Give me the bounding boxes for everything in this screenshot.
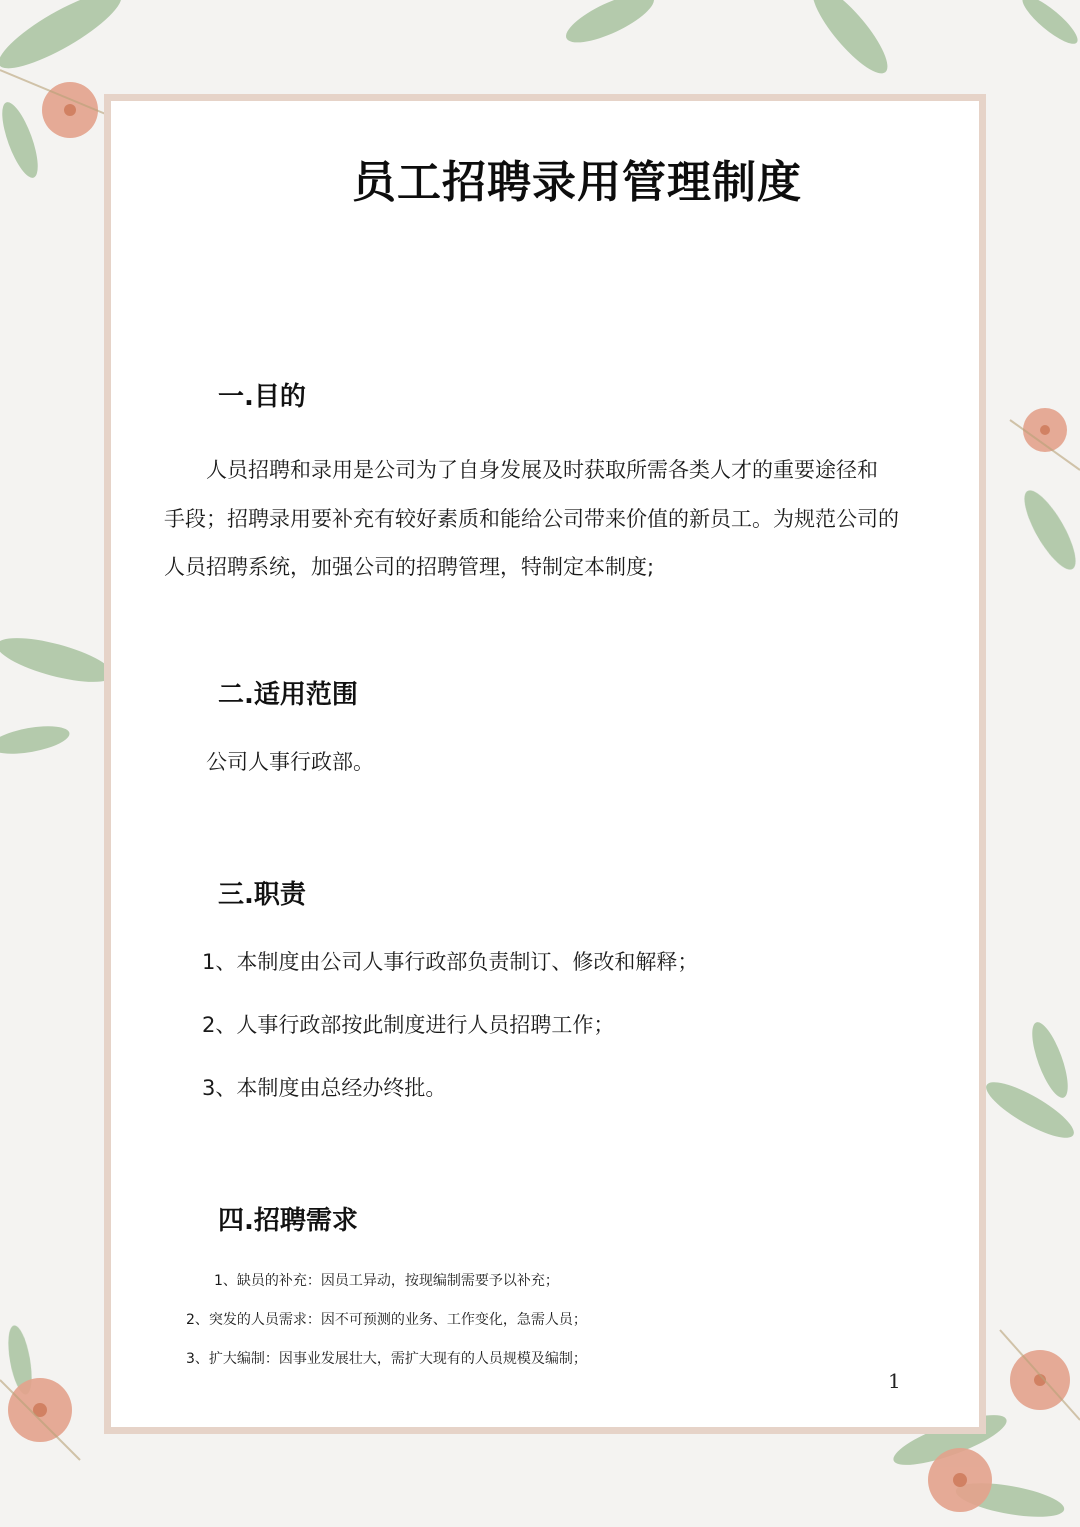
scope-text: 公司人事行政部。 [206,750,374,774]
section-heading-purpose: 一.目的 [218,382,306,412]
purpose-paragraph [164,446,926,592]
list-item: 2、人事行政部按此制度进行人员招聘工作； [202,1013,615,1037]
list-item: 1、本制度由公司人事行政部负责制订、修改和解释； [202,950,699,974]
paragraph-line: 手段；招聘录用要补充有较好素质和能给公司带来价值的新员工。为规范公司的 [164,506,899,531]
paragraph-line: 人员招聘和录用是公司为了自身发展及时获取所需各类人才的重要途径和 [206,458,878,482]
list-item: 2、突发的人员需求：因不可预测的业务、工作变化，急需人员； [186,1312,587,1328]
section-heading-scope: 二.适用范围 [218,680,358,710]
page-number: 1 [888,1369,901,1393]
section-heading-duties: 三.职责 [218,880,306,910]
list-item: 3、扩大编制：因事业发展壮大，需扩大现有的人员规模及编制； [186,1351,587,1367]
page-title: 员工招聘录用管理制度 [352,157,802,208]
section-heading-demand: 四.招聘需求 [218,1206,358,1236]
paragraph-line: 人员招聘系统，加强公司的招聘管理，特制定本制度; [164,555,655,579]
list-item: 3、本制度由总经办终批。 [202,1076,447,1100]
list-item: 1、缺员的补充：因员工异动，按现编制需要予以补充； [214,1273,559,1289]
